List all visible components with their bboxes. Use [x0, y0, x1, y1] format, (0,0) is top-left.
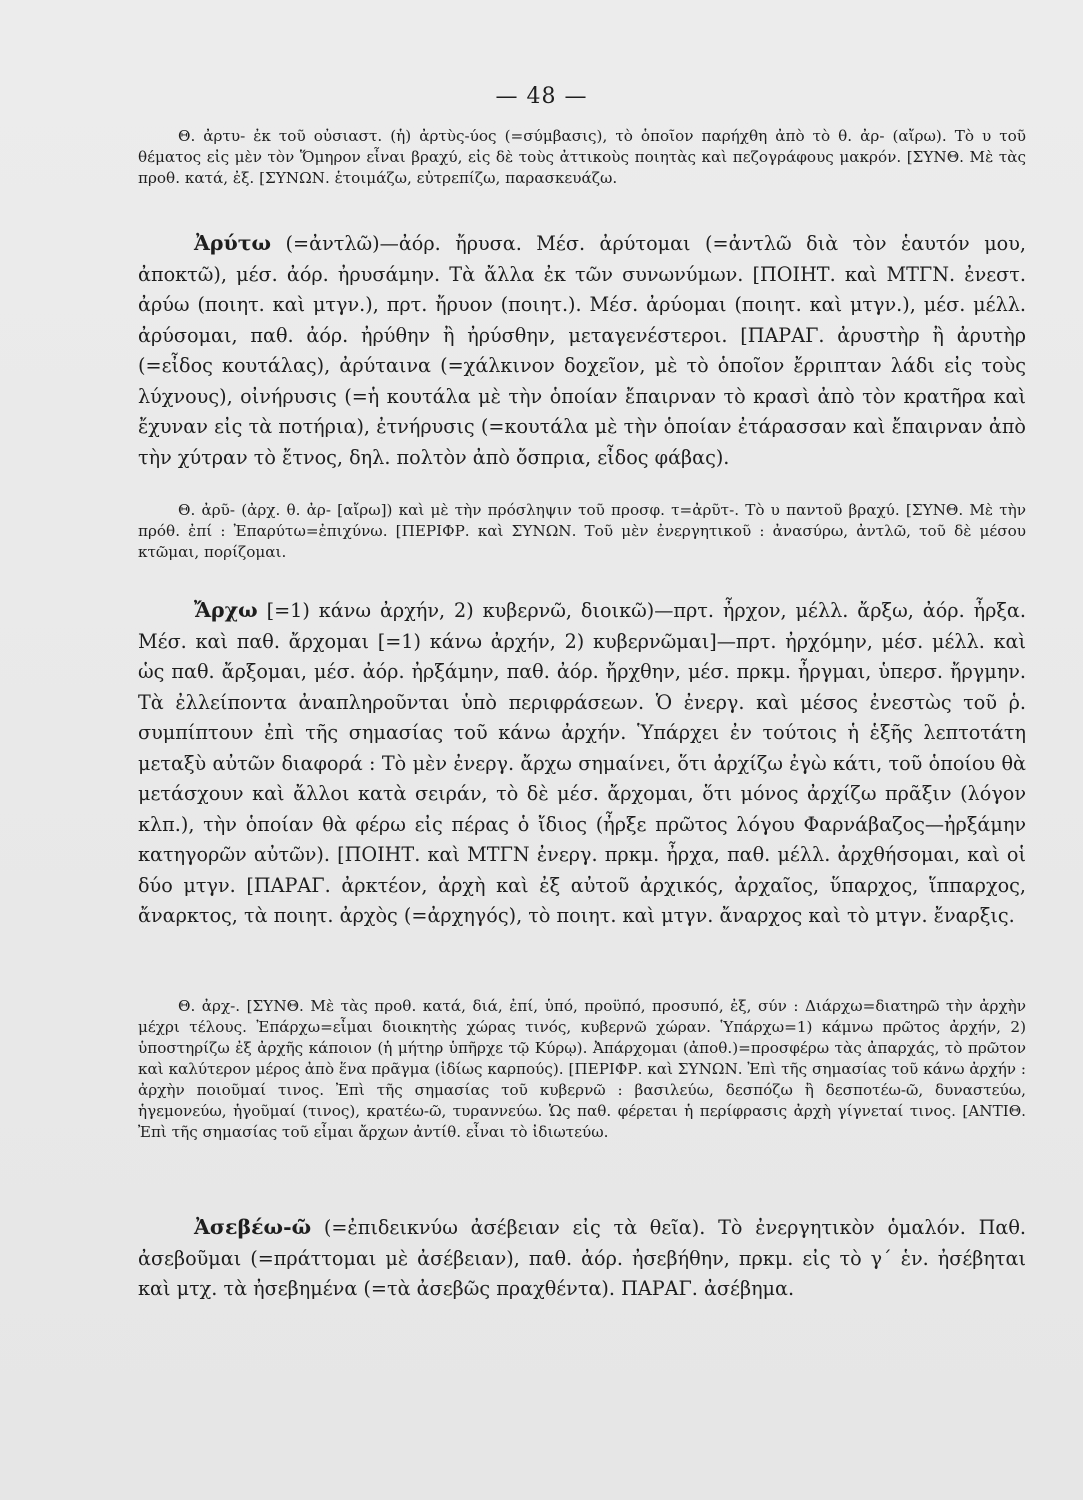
entry-body	[138, 228, 1026, 473]
entry-body	[138, 595, 1026, 932]
note-text: Θ. ἀρτυ- ἐκ τοῦ οὐσιαστ. (ἡ) ἀρτὺς-ύος (=σύμβασις), τὸ ὁποῖον παρήχθη ἀπὸ τὸ θ. ἀρ- (αἴρω). Τὸ υ τοῦ θέματος εἰς μὲν τὸν Ὅμηρον εἶναι βραχύ, εἰς δὲ τοὺς ἀττικοὺς ποιητὰς καὶ πεζογράφους μακρόν. [ΣΥΝΘ. Μὲ τὰς προθ. κατά, ἐξ. [ΣΥΝΩΝ. ἑτοιμάζω, εὐτρεπίζω, παρασκευάζω.	[138, 127, 1026, 187]
entry-aryto	[138, 228, 1026, 473]
headword: Ἄρχω	[194, 598, 258, 622]
page-number: — 48 —	[495, 84, 588, 109]
entry-note-aryt	[138, 500, 1026, 563]
entry-archo	[138, 595, 1026, 932]
entry-note-arytus	[138, 126, 1026, 189]
entry-note-arch	[138, 996, 1026, 1143]
entry-text: (=ἀντλῶ)—ἀόρ. ἤρυσα. Μέσ. ἀρύτομαι (=ἀντλῶ διὰ τὸν ἑαυτόν μου, ἀποκτῶ), μέσ. ἀόρ. ἠρυσάμην. Τὰ ἄλλα ἐκ τῶν συνωνύμων. [ΠΟΙΗΤ. καὶ ΜΤΓΝ. ἐνεστ. ἀρύω (ποιητ. καὶ μτγν.), πρτ. ἤρυον (ποιητ.). Μέσ. ἀρύομαι (ποιητ. καὶ μτγν.), μέσ. μέλλ. ἀρύσομαι, παθ. ἀόρ. ἠρύθην ἢ ἠρύσθην, μεταγενέστεροι. [ΠΑΡΑΓ. ἀρυστὴρ ἢ ἀρυτὴρ (=εἶδος κουτάλας), ἀρύταινα (=χάλκινον δοχεῖον, μὲ τὸ ὁποῖον ἔρριπταν λάδι εἰς τοὺς λύχνους), οἰνήρυσις (=ἡ κουτάλα μὲ τὴν ὁποίαν ἔπαιρναν τὸ κρασὶ ἀπὸ τὸν κρατῆρα καὶ ἔχυναν εἰς τὰ ποτήρια), ἐτνήρυσις (=κουτάλα μὲ τὴν ὁποίαν ἐτάρασσαν καὶ ἔπαιρναν ἀπὸ τὴν χύτραν τὸ ἔτνος, δηλ. πολτὸν ἀπὸ ὄσπρια, εἶδος φάβας).	[138, 232, 1026, 469]
headword: Ἀσεβέω-ῶ	[194, 1215, 312, 1239]
note-text: Θ. ἀρχ-. [ΣΥΝΘ. Μὲ τὰς προθ. κατά, διά, ἐπί, ὑπό, προϋπό, προσυπό, ἐξ, σύν : Διάρχω=διατηρῶ τὴν ἀρχὴν μέχρι τέλους. Ἐπάρχω=εἶμαι διοικητὴς χώρας τινός, κυβερνῶ χώραν. Ὑπάρχω=1) κάμνω πρῶτος ἀρχήν, 2) ὑποστηρίζω ἐξ ἀρχῆς κάποιον (ἡ μήτηρ ὑπῆρχε τῷ Κύρῳ). Ἀπάρχομαι (ἀποθ.)=προσφέρω τὰς ἀπαρχάς, τὸ πρῶτον καὶ καλύτερον μέρος ἀπὸ ἕνα πρᾶγμα (ἰδίως καρπούς). [ΠΕΡΙΦΡ. καὶ ΣΥΝΩΝ. Ἐπὶ τῆς σημασίας τοῦ κάνω ἀρχήν : ἀρχὴν ποιοῦμαί τινος. Ἐπὶ τῆς σημασίας τοῦ κυβερνῶ : βασιλεύω, δεσπόζω ἢ δεσποτέω-ῶ, δυναστεύω, ἡγεμονεύω, ἡγοῦμαί (τινος), κρατέω-ῶ, τυραννεύω. Ὡς παθ. φέρεται ἡ περίφρασις ἀρχὴ γίγνεταί τινος. [ΑΝΤΙΘ. Ἐπὶ τῆς σημασίας τοῦ εἶμαι ἄρχων ἀντίθ. εἶναι τὸ ἰδιωτεύω.	[138, 997, 1026, 1141]
entry-body	[138, 1212, 1026, 1305]
entry-asebeo	[138, 1212, 1026, 1305]
note-text: Θ. ἀρῦ- (ἀρχ. θ. ἀρ- [αἴρω]) καὶ μὲ τὴν πρόσληψιν τοῦ προσφ. τ=ἀρῦτ-. Τὸ υ παντοῦ βραχύ. [ΣΥΝΘ. Μὲ τὴν πρόθ. ἐπί : Ἐπαρύτω=ἐπιχύνω. [ΠΕΡΙΦΡ. καὶ ΣΥΝΩΝ. Τοῦ μὲν ἐνεργητικοῦ : ἀνασύρω, ἀντλῶ, τοῦ δὲ μέσου κτῶμαι, πορίζομαι.	[138, 501, 1026, 561]
entry-text: (=ἐπιδεικνύω ἀσέβειαν εἰς τὰ θεῖα). Τὸ ἐνεργητικὸν ὁμαλόν. Παθ. ἀσεβοῦμαι (=πράττομαι μὲ ἀσέβειαν), παθ. ἀόρ. ἠσεβήθην, πρκμ. εἰς τὸ γ΄ ἑν. ἠσέβηται καὶ μτχ. τὰ ἠσεβημένα (=τὰ ἀσεβῶς πραχθέντα). ΠΑΡΑΓ. ἀσέβημα.	[138, 1216, 1026, 1300]
headword: Ἀρύτω	[194, 231, 272, 255]
entry-text: [=1) κάνω ἀρχήν, 2) κυβερνῶ, διοικῶ)—πρτ. ἦρχον, μέλλ. ἄρξω, ἀόρ. ἦρξα. Μέσ. καὶ παθ. ἄρχομαι [=1) κάνω ἀρχήν, 2) κυβερνῶμαι]—πρτ. ἠρχόμην, μέσ. μέλλ. καὶ ὡς παθ. ἄρξομαι, μέσ. ἀόρ. ἠρξάμην, παθ. ἀόρ. ἤρχθην, μέσ. πρκμ. ἦργμαι, ὑπερσ. ἤργμην. Τὰ ἐλλείποντα ἀναπληροῦνται ὑπὸ περιφράσεων. Ὁ ἐνεργ. καὶ μέσος ἐνεστὼς τοῦ ῥ. συμπίπτουν ἐπὶ τῆς σημασίας τοῦ κάνω ἀρχήν. Ὑπάρχει ἐν τούτοις ἡ ἑξῆς λεπτοτάτη μεταξὺ αὐτῶν διαφορά : Τὸ μὲν ἐνεργ. ἄρχω σημαίνει, ὅτι ἀρχίζω ἐγὼ κάτι, τοῦ ὁποίου θὰ μετάσχουν καὶ ἄλλοι κατὰ σειράν, τὸ δὲ μέσ. ἄρχομαι, ὅτι μόνος ἀρχίζω πρᾶξιν (λόγον κλπ.), τὴν ὁποίαν θὰ φέρω εἰς πέρας ὁ ἴδιος (ἦρξε πρῶτος λόγου Φαρνάβαζος—ἠρξάμην κατηγορῶν αὐτῶν). [ΠΟΙΗΤ. καὶ ΜΤΓΝ ἐνεργ. πρκμ. ἦρχα, παθ. μέλλ. ἀρχθήσομαι, καὶ οἱ δύο μτγν. [ΠΑΡΑΓ. ἀρκτέον, ἀρχὴ καὶ ἐξ αὐτοῦ ἀρχικός, ἀρχαῖος, ὕπαρχος, ἵππαρχος, ἄναρκτος, τὰ ποιητ. ἀρχὸς (=ἀρχηγός), τὸ ποιητ. καὶ μτγν. ἄναρχος καὶ τὸ μτγν. ἔναρξις.	[138, 599, 1026, 927]
